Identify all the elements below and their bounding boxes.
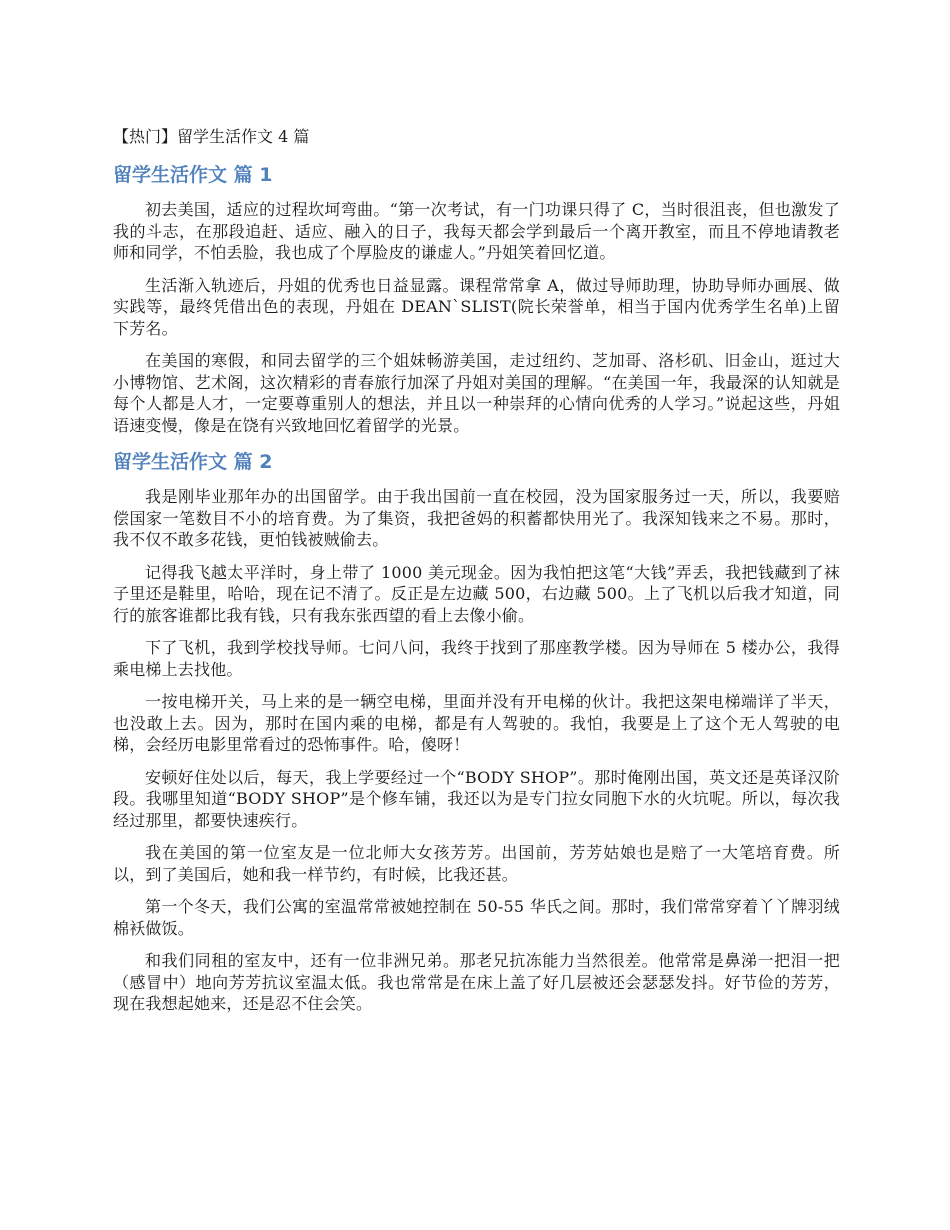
paragraph: 一按电梯开关，马上来的是一辆空电梯，里面并没有开电梯的伙计。我把这架电梯端详了半天，也没敢上去。因为，那时在国内乘的电梯，都是有人驾驶的。我怕，我要是上了这个无人驾驶的电梯，会经历电影里常看过的恐怖事件。哈，傻呀！	[113, 692, 840, 754]
paragraph: 初去美国，适应的过程坎坷弯曲。“第一次考试，有一门功课只得了 C，当时很沮丧，但也激发了我的斗志，在那段追赶、适应、融入的日子，我每天都会学到最后一个离开教室，而且不停地请教老师和同学，不怕丢脸，我也成了个厚脸皮的谦虚人。”丹姐笑着回忆道。	[113, 200, 840, 262]
document-page	[113, 124, 840, 1026]
paragraph: 和我们同租的室友中，还有一位非洲兄弟。那老兄抗冻能力当然很差。他常常是鼻涕一把泪一把（感冒中）地向芳芳抗议室温太低。我也常常是在床上盖了好几层被还会瑟瑟发抖。好节俭的芳芳，现在我想起她来，还是忍不住会笑。	[113, 951, 840, 1013]
paragraph: 记得我飞越太平洋时，身上带了 1000 美元现金。因为我怕把这笔“大钱”弄丢，我把钱藏到了袜子里还是鞋里，哈哈，现在记不清了。反正是左边藏 500，右边藏 500。上了飞机以后我才知道，同行的旅客谁都比我有钱，只有我东张西望的看上去像小偷。	[113, 562, 840, 625]
section-heading: 留学生活作文 篇 1	[113, 164, 273, 186]
section-2	[113, 447, 840, 1015]
paragraph: 生活渐入轨迹后，丹姐的优秀也日益显露。课程常常拿 A，做过导师助理，协助导师办画展、做实践等，最终凭借出色的表现，丹姐在 DEAN`SLIST(院长荣誉单，相当于国内优秀学生名单)上留下芳名。	[113, 275, 840, 338]
paragraph: 下了飞机，我到学校找导师。七问八问，我终于找到了那座教学楼。因为导师在 5 楼办公，我得乘电梯上去找他。	[113, 638, 840, 679]
section-1	[113, 160, 840, 436]
document-title: 【热门】留学生活作文 4 篇	[113, 127, 310, 146]
paragraph: 我在美国的第一位室友是一位北师大女孩芳芳。出国前，芳芳姑娘也是赔了一大笔培育费。所以，到了美国后，她和我一样节约，有时候，比我还甚。	[113, 843, 840, 884]
paragraph: 安顿好住处以后，每天，我上学要经过一个“BODY SHOP”。那时俺刚出国，英文还是英译汉阶段。我哪里知道“BODY SHOP”是个修车铺，我还以为是专门拉女同胞下水的火坑呢。所以，每次我经过那里，都要快速疾行。	[113, 767, 840, 830]
paragraph: 第一个冬天，我们公寓的室温常常被她控制在 50-55 华氏之间。那时，我们常常穿着丫丫牌羽绒棉袄做饭。	[113, 897, 840, 938]
section-heading: 留学生活作文 篇 2	[113, 451, 273, 473]
paragraph: 在美国的寒假，和同去留学的三个姐妹畅游美国，走过纽约、芝加哥、洛杉矶、旧金山，逛过大小博物馆、艺术阁，这次精彩的青春旅行加深了丹姐对美国的理解。“在美国一年，我最深的认知就是每个人都是人才，一定要尊重别人的想法，并且以一种崇拜的心情向优秀的人学习。”说起这些，丹姐语速变慢，像是在饶有兴致地回忆着留学的光景。	[113, 351, 840, 435]
paragraph: 我是刚毕业那年办的出国留学。由于我出国前一直在校园，没为国家服务过一天，所以，我要赔偿国家一笔数目不小的培育费。为了集资，我把爸妈的积蓄都快用光了。我深知钱来之不易。那时，我不仅不敢多花钱，更怕钱被贼偷去。	[113, 487, 840, 549]
